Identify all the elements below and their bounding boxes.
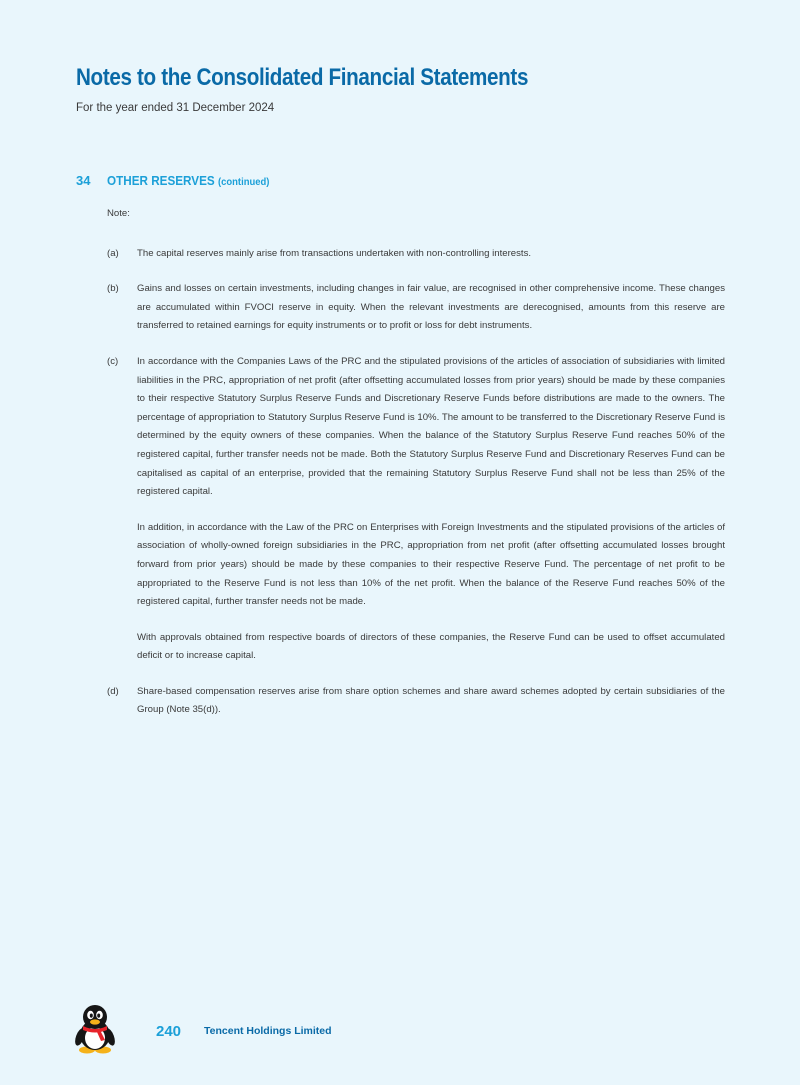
note-marker: (d) xyxy=(107,685,119,697)
note-body xyxy=(137,245,725,264)
note-body xyxy=(137,353,725,666)
note-paragraph: The capital reserves mainly arise from transactions undertaken with non-controlling interests. xyxy=(137,247,532,259)
note-body xyxy=(137,683,725,720)
page-title: Notes to the Consolidated Financial Statements xyxy=(76,64,529,91)
note-paragraph: In addition, in accordance with the Law of the PRC on Enterprises with Foreign Investments and the stipulated provisions of the articles of association of wholly-owned foreign subsidiaries in the PRC, appropriation from net profit (after offsetting accumulated losses brought forward from prior years) should be made by these companies to their respective Reserve Fund. The percentage of net profit to be appropriated to the Reserve Fund is not less than 10% of the net profit. When the balance of the Reserve Fund reaches 50% of the registered capital, further transfer needs not be made. xyxy=(137,521,725,608)
page-footer xyxy=(74,1004,374,1056)
section-title xyxy=(107,173,269,188)
note-item-b xyxy=(107,280,725,336)
note-marker: (a) xyxy=(107,247,119,259)
note-item-c xyxy=(107,353,725,666)
note-paragraph: In accordance with the Companies Laws of the PRC and the stipulated provisions of the articles of association of subsidiaries with limited liabilities in the PRC, appropriation of net profit (after offsetting accumulated losses from prior years) should be made by these companies to their respective Statutory Surplus Reserve Funds and Discretionary Reserve Funds before distributions are made to the owners. The percentage of appropriation to Statutory Surplus Reserve Fund is 10%. The amount to be transferred to the Discretionary Reserve Fund is determined by the equity owners of these companies. When the balance of the Statutory Surplus Reserve Fund reaches 50% of the registered capital, further transfer needs not be made. Both the Statutory Surplus Reserve Fund and Discretionary Reserves Fund can be capitalised as capital of an enterprise, provided that the remaining Statutory Surplus Reserve Fund shall not be less than 25% of the registered capital. xyxy=(137,355,725,498)
page-number: 240 xyxy=(156,1023,182,1040)
section-title-text: OTHER RESERVES xyxy=(107,173,215,188)
section-number: 34 xyxy=(76,173,91,188)
section-continued: (continued) xyxy=(217,176,270,188)
notes-content xyxy=(107,205,725,737)
qq-penguin-icon xyxy=(74,1004,116,1054)
note-item-a xyxy=(107,245,725,264)
note-paragraph: Share-based compensation reserves arise from share option schemes and share award schemes adopted by certain subsidiaries of the Group (Note 35(d)). xyxy=(137,685,725,716)
page-subtitle: For the year ended 31 December 2024 xyxy=(76,102,275,114)
company-name: Tencent Holdings Limited xyxy=(204,1025,332,1037)
note-label: Note: xyxy=(107,208,130,219)
note-body xyxy=(137,280,725,336)
note-marker: (c) xyxy=(107,355,119,367)
note-item-d xyxy=(107,683,725,720)
section-heading xyxy=(76,172,287,190)
note-paragraph: Gains and losses on certain investments, including changes in fair value, are recognised in other comprehensive income. These changes are accumulated within FVOCI reserve in equity. When the relevant investments are derecognised, amounts from this reserve are transferred to retained earnings for equity instruments or to profit or loss for debt instruments. xyxy=(137,283,725,332)
note-marker: (b) xyxy=(107,283,119,295)
note-paragraph: With approvals obtained from respective boards of directors of these companies, the Reserve Fund can be used to offset accumulated deficit or to increase capital. xyxy=(137,631,725,662)
